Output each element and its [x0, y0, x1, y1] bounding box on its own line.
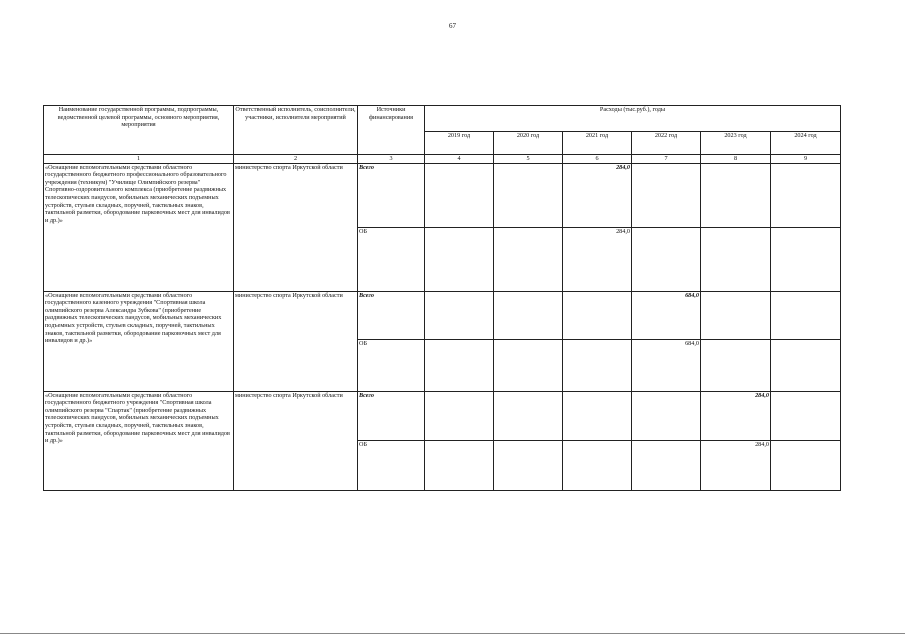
col-number: 5 [494, 155, 563, 164]
source-ob: ОБ [358, 227, 425, 291]
header-source: Источники финансирования [358, 106, 425, 155]
executor: министерство спорта Иркутской области [234, 163, 358, 291]
col-number: 1 [44, 155, 234, 164]
header-executor: Ответственный исполнитель, соисполнители, участники, исполнители мероприятий [234, 106, 358, 155]
header-year-2022: 2022 год [632, 132, 701, 155]
page-number: 67 [449, 22, 456, 30]
source-ob: ОБ [358, 440, 425, 490]
measure-name: «Оснащение вспомогательными средствами областного государственного бюджетного профессионального образовательного учреждения (техникум) "Училище Олимпийского резерва" Спортивно-оздоровительного комплекса (приобретение раздвижных телескопических пандусов, мобильных механических подъемных устройств, стульев складных, поручней, тактильных знаков, тактильной разметки, обородование парковочных мест для инвалидов и др.)» [44, 163, 234, 291]
budget-table [43, 105, 841, 491]
executor: министерство спорта Иркутской области [234, 291, 358, 391]
value-ob: 284,0 [563, 227, 632, 291]
col-number: 8 [701, 155, 771, 164]
header-year-2021: 2021 год [563, 132, 632, 155]
source-total: Всего [358, 391, 425, 440]
value-total: 684,0 [632, 291, 701, 339]
value-total: 284,0 [701, 391, 771, 440]
header-year-2023: 2023 год [701, 132, 771, 155]
value-ob: 684,0 [632, 339, 701, 391]
value-total: 284,0 [563, 163, 632, 227]
measure-name: «Оснащение вспомогательными средствами областного государственного бюджетного учреждения "Спортивная школа олимпийского резерва "Спартак" (приобретение раздвижных телескопических пандусов, мобильных механических подъемных устройств, стульев складных, поручней, тактильных знаков, тактильной разметки, обородование парковочных мест для инвалидов и др.)» [44, 391, 234, 490]
header-year-2019: 2019 год [425, 132, 494, 155]
header-year-2024: 2024 год [771, 132, 841, 155]
col-number: 3 [358, 155, 425, 164]
table-row [44, 391, 841, 440]
col-number: 4 [425, 155, 494, 164]
header-expenses: Расходы (тыс.руб.), годы [425, 106, 841, 132]
scan-edge-line [0, 633, 905, 634]
col-number: 9 [771, 155, 841, 164]
value-ob: 284,0 [701, 440, 771, 490]
col-number: 2 [234, 155, 358, 164]
source-ob: ОБ [358, 339, 425, 391]
source-total: Всего [358, 291, 425, 339]
header-year-2020: 2020 год [494, 132, 563, 155]
table-row [44, 291, 841, 339]
measure-name: «Оснащение вспомогательными средствами областного государственного казенного учреждения "Спортивная школа олимпийского резерва Александра Зубкова" (приобретение раздвижных телескопических пандусов, мобильных механических подъемных устройств, стульев складных, поручней, тактильных знаков, тактильной разметки, обородование парковочных мест для инвалидов и др.)» [44, 291, 234, 391]
executor: министерство спорта Иркутской области [234, 391, 358, 490]
header-name: Наименование государственной программы, подпрограммы, ведомственной целевой программы, основного мероприятия, мероприятия [44, 106, 234, 155]
table-row [44, 163, 841, 227]
col-number: 6 [563, 155, 632, 164]
source-total: Всего [358, 163, 425, 227]
col-number: 7 [632, 155, 701, 164]
